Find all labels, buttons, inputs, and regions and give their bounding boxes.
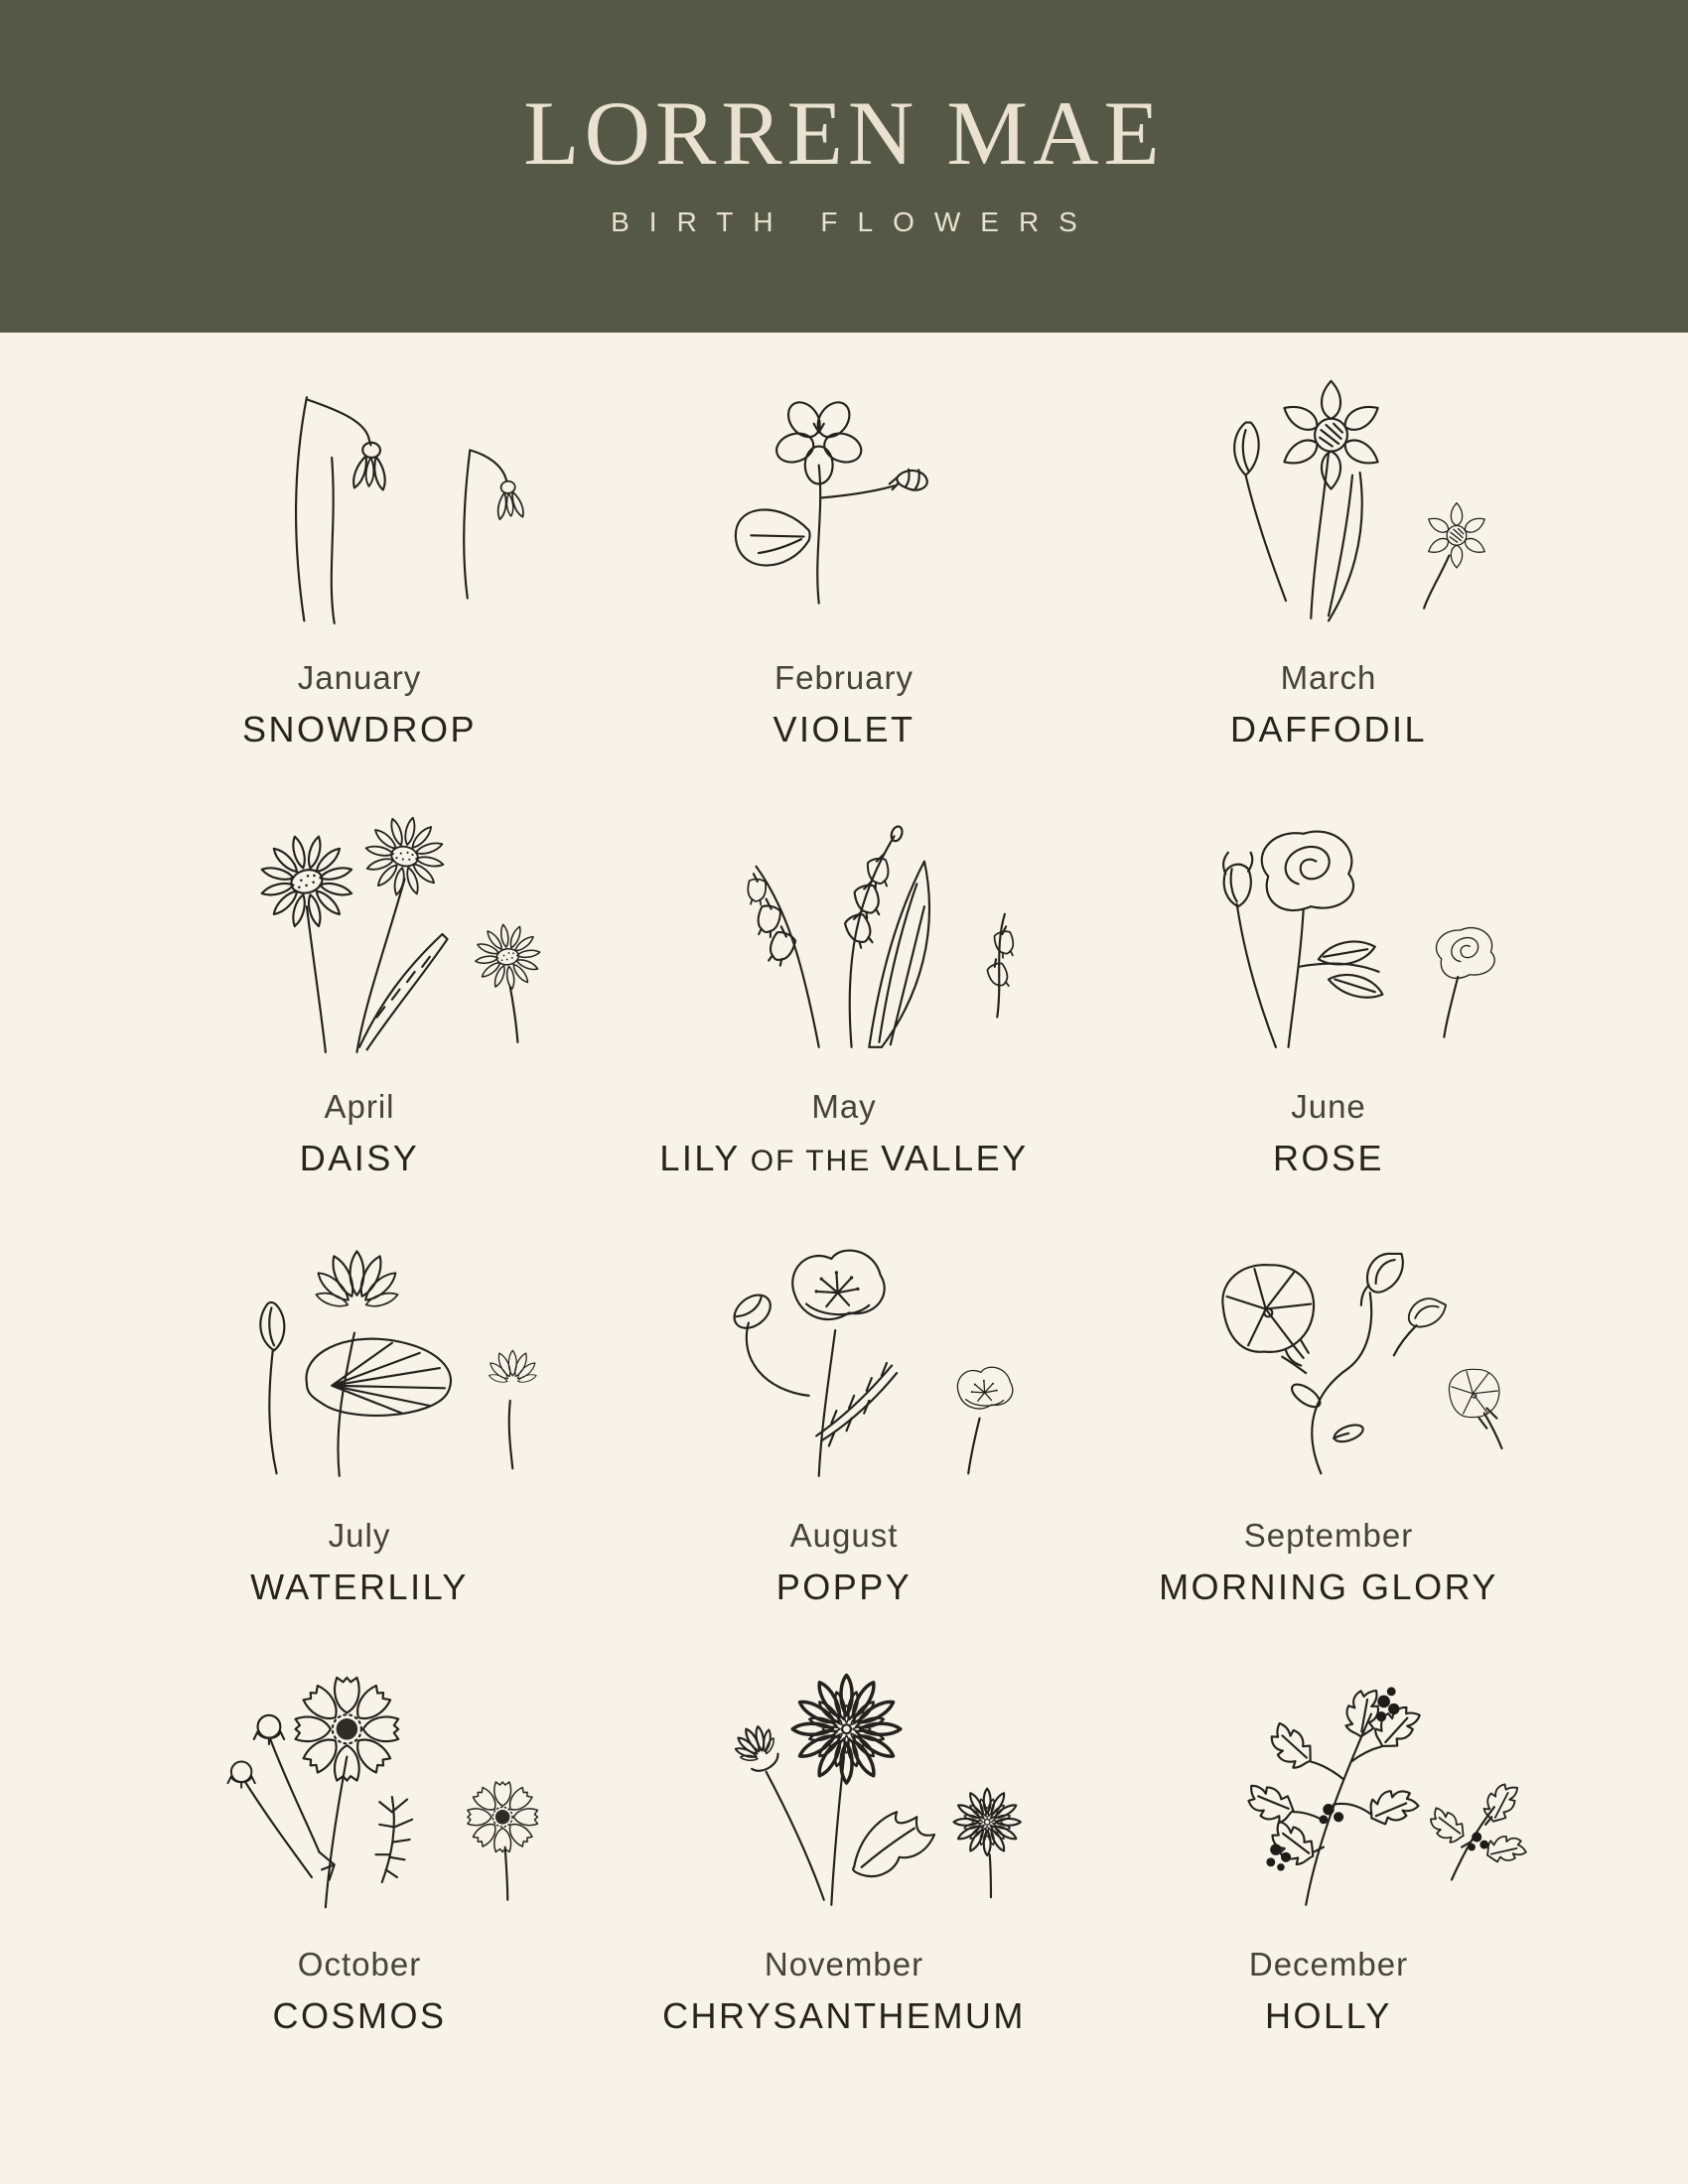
month-label: October [297, 1946, 422, 1982]
morning-glory-illustration [1115, 1218, 1542, 1516]
daisy-illustration [146, 789, 573, 1087]
cosmos-illustration [146, 1647, 573, 1945]
month-label: April [324, 1088, 395, 1125]
flower-label: LILY OF THE VALLEY [659, 1138, 1029, 1178]
flower-label: POPPY [775, 1567, 913, 1607]
month-label: May [811, 1088, 877, 1125]
daffodil-illustration [1115, 360, 1542, 658]
month-label: August [789, 1517, 899, 1554]
poster-header [0, 0, 1688, 333]
cell-september [1086, 1218, 1571, 1647]
flower-label: HOLLY [1265, 1995, 1392, 2036]
cell-june [1086, 789, 1571, 1218]
poster-subtitle: BIRTH FLOWERS [611, 205, 1097, 237]
flower-label: DAISY [299, 1138, 420, 1178]
rose-illustration [1115, 789, 1542, 1087]
cell-november [602, 1647, 1086, 2076]
cell-march [1086, 360, 1571, 789]
month-label: December [1248, 1946, 1409, 1982]
violet-illustration [631, 360, 1057, 658]
flower-label: COSMOS [272, 1995, 447, 2036]
brand-title: LORREN MAE [523, 81, 1165, 184]
month-grid [0, 333, 1688, 2076]
lily-of-the-valley-illustration [631, 789, 1057, 1087]
flower-label: VIOLET [773, 709, 915, 750]
flower-label: SNOWDROP [242, 709, 477, 750]
month-label: February [774, 659, 914, 696]
poppy-illustration [631, 1218, 1057, 1516]
waterlily-illustration [146, 1218, 573, 1516]
snowdrop-illustration [146, 360, 573, 658]
cell-april [117, 789, 602, 1218]
month-label: September [1243, 1517, 1414, 1554]
cell-july [117, 1218, 602, 1647]
cell-january [117, 360, 602, 789]
month-label: November [764, 1946, 924, 1982]
cell-december [1086, 1647, 1571, 2076]
flower-label: CHRYSANTHEMUM [662, 1995, 1026, 2036]
month-label: January [297, 659, 422, 696]
flower-label: ROSE [1272, 1138, 1385, 1178]
flower-label: DAFFODIL [1229, 709, 1427, 750]
cell-february [602, 360, 1086, 789]
cell-may [602, 789, 1086, 1218]
month-label: July [328, 1517, 391, 1554]
month-label: June [1291, 1088, 1366, 1125]
month-label: March [1280, 659, 1377, 696]
chrysanthemum-illustration [631, 1647, 1057, 1945]
flower-label: WATERLILY [250, 1567, 469, 1607]
holly-illustration [1115, 1647, 1542, 1945]
flower-label: MORNING GLORY [1159, 1567, 1498, 1607]
cell-august [602, 1218, 1086, 1647]
cell-october [117, 1647, 602, 2076]
